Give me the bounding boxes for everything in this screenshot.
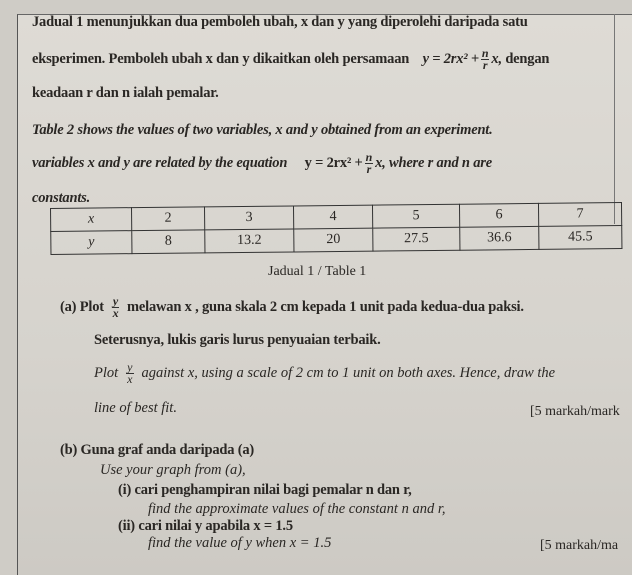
denominator: x <box>112 306 119 320</box>
page-border <box>614 14 615 224</box>
part-b-marks: [5 markah/ma <box>540 538 619 553</box>
part-b-english-1: Use your graph from (a), <box>100 462 246 478</box>
equation-rest: x, <box>491 50 502 67</box>
cell: 7 <box>538 203 621 227</box>
cell: 27.5 <box>373 227 460 251</box>
part-b-malay-1: (b) Guna graf anda daripada (a) <box>60 442 255 458</box>
text: where r and n are <box>388 154 492 171</box>
text: melawan x , guna skala 2 cm kepada 1 unit pada kedua-dua paksi. <box>127 298 524 315</box>
cell: 3 <box>204 206 293 230</box>
fraction-n-over-r <box>481 48 489 71</box>
numerator: y <box>112 294 119 308</box>
header-y: y <box>51 231 132 255</box>
numerator: n <box>481 46 489 60</box>
equation: y = 2rx² + <box>304 154 363 171</box>
numerator: y <box>127 360 133 374</box>
malay-intro-line1: Jadual 1 menunjukkan dua pemboleh ubah, x dan y yang diperolehi daripada satu <box>32 14 528 30</box>
equation-rest: x, <box>375 154 386 171</box>
text: eksperimen. Pemboleh ubah x dan y dikaitkan oleh persamaan <box>32 50 410 67</box>
cell: 45.5 <box>539 226 622 250</box>
denominator: x <box>127 372 133 386</box>
part-a-english-1 <box>94 362 555 385</box>
part-b-ii-malay: (ii) cari nilai y apabila x = 1.5 <box>118 518 293 534</box>
cell: 36.6 <box>460 226 539 250</box>
malay-intro-line2 <box>32 48 549 71</box>
fraction-y-over-x <box>126 362 133 385</box>
part-a-malay-2: Seterusnya, lukis garis lurus penyuaian terbaik. <box>94 332 381 348</box>
table-caption: Jadual 1 / Table 1 <box>268 264 367 279</box>
denominator: r <box>366 162 372 176</box>
cell: 5 <box>372 204 459 228</box>
part-b-i-malay: (i) cari penghampiran nilai bagi pemalar n dan r, <box>118 482 412 498</box>
part-b-i-english: find the approximate values of the constant n and r, <box>148 501 446 517</box>
part-a-malay-1 <box>60 296 524 319</box>
text: variables x and y are related by the equation <box>32 154 288 171</box>
data-table <box>50 202 622 255</box>
cell: 8 <box>132 230 205 254</box>
cell: 13.2 <box>205 229 294 253</box>
english-intro-line2 <box>32 152 492 175</box>
denominator: r <box>482 58 488 72</box>
english-intro-line1: Table 2 shows the values of two variables, x and y obtained from an experiment. <box>32 122 493 138</box>
cell: 6 <box>459 203 538 227</box>
cell: 4 <box>293 205 372 229</box>
label: Plot <box>94 364 119 381</box>
label: (a) Plot <box>60 298 104 315</box>
cell: 2 <box>132 207 205 231</box>
part-b-ii-english: find the value of y when x = 1.5 <box>148 535 332 551</box>
text: against x, using a scale of 2 cm to 1 unit on both axes. Hence, draw the <box>141 364 556 381</box>
fraction-n-over-r <box>365 152 373 175</box>
equation: y = 2rx² + <box>422 50 479 67</box>
part-a-english-2: line of best fit. <box>94 400 177 416</box>
fraction-y-over-x <box>112 296 119 319</box>
english-intro-line3: constants. <box>32 190 91 206</box>
part-a-marks: [5 markah/mark <box>530 404 620 419</box>
malay-intro-line3: keadaan r dan n ialah pemalar. <box>32 85 219 101</box>
header-x: x <box>51 208 132 232</box>
cell: 20 <box>294 228 373 252</box>
text: dengan <box>505 50 550 67</box>
numerator: n <box>365 150 373 164</box>
